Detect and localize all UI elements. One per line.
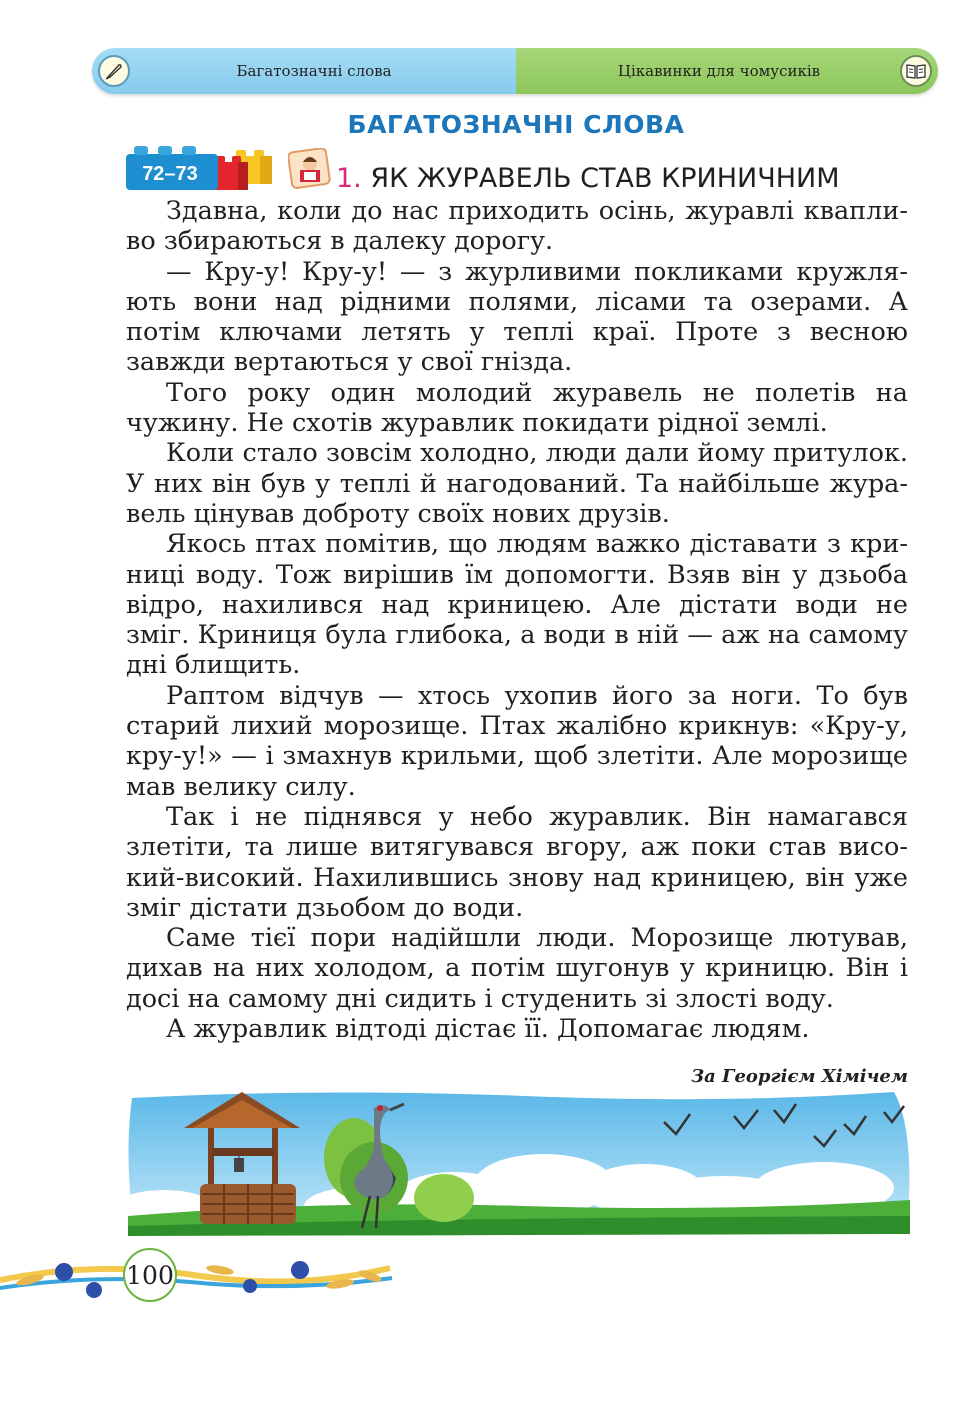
header-banner <box>92 48 938 94</box>
paragraph <box>126 802 908 923</box>
paragraph-text: Так і не піднявся у небо журавлик. Він намагався злетіти, та лише витягувався вгору, аж поки став високий-високий. Нахилившись знову над криницею, він уже зміг дістати дзьобом до води. <box>126 801 908 923</box>
paragraph-text: Якось птах помітив, що людям важко діставати з криниці воду. Тож вирішив їм допомогти. Взяв він у дзьоба відро, нахилився над криницею. Але дістати води не зміг. Криниця була глибока, а води в ній — аж на самому дні блищить. <box>126 529 908 681</box>
paragraph-text: Здавна, коли до нас приходить осінь, журавлі квапливо збираються в далеку дорогу. <box>126 196 908 257</box>
quill-icon <box>98 55 130 87</box>
well-and-crane-illustration <box>124 1088 914 1238</box>
paragraph <box>126 196 908 257</box>
story-title-text: ЯК ЖУРАВЕЛЬ СТАВ КРИНИЧНИМ <box>370 163 840 194</box>
reading-child-icon <box>288 148 332 190</box>
paragraph <box>126 257 908 378</box>
story-title <box>336 163 840 194</box>
header-left-section <box>92 48 516 94</box>
paragraph <box>126 529 908 680</box>
story-number: 1. <box>336 163 362 194</box>
header-right-label: Цікавинки для чомусиків <box>617 62 821 80</box>
paragraph <box>126 378 908 439</box>
paragraph <box>126 1014 908 1044</box>
paragraph-text: Того року один молодий журавель не полетів на чужину. Не схотів журавлик покидати рідної землі. <box>126 377 908 439</box>
header-right-section <box>516 48 938 94</box>
page-number: 100 <box>126 1260 174 1290</box>
floral-ornament <box>0 1240 400 1320</box>
paragraph-text: Коли стало зовсім холодно, люди дали йому притулок. У них він був у теплі й нагодований. Та найбільше журавель цінував доброту своїх нових друзів. <box>126 438 908 529</box>
paragraph-text: — Кру-у! Кру-у! — з журливими покликами кружляють вони над рідними полями, лісами та озерами. А потім ключами летять у теплі краї. Проте з весною завжди вертаються у свої гнізда. <box>126 256 908 378</box>
book-icon <box>900 55 932 87</box>
paragraph <box>126 923 908 1014</box>
lesson-number: 72–73 <box>142 163 198 185</box>
story-text <box>126 196 908 1044</box>
paragraph-text: А журавлик відтоді дістає її. Допомагає людям. <box>166 1014 810 1045</box>
lego-lesson-badge <box>122 142 282 194</box>
author-credit: За Георгієм Хімічем <box>691 1066 908 1087</box>
paragraph <box>126 438 908 529</box>
paragraph <box>126 681 908 802</box>
page-number-badge <box>123 1248 177 1302</box>
paragraph-text: Саме тієї пори надійшли люди. Морозище лютував, дихав на них холодом, а потім шугонув у криницю. Він і досі на самому дні сидить і студенить зі злості воду. <box>126 923 908 1014</box>
paragraph-text: Раптом відчув — хтось ухопив його за ноги. То був старий лихий морозище. Птах жалібно крикнув: «Кру-у, кру-у!» — і змахнув крильми, щоб злетіти. Але морозище мав велику силу. <box>126 680 908 802</box>
header-left-label: Багатозначні слова <box>236 62 392 80</box>
section-title: БАГАТОЗНАЧНІ СЛОВА <box>347 110 685 139</box>
